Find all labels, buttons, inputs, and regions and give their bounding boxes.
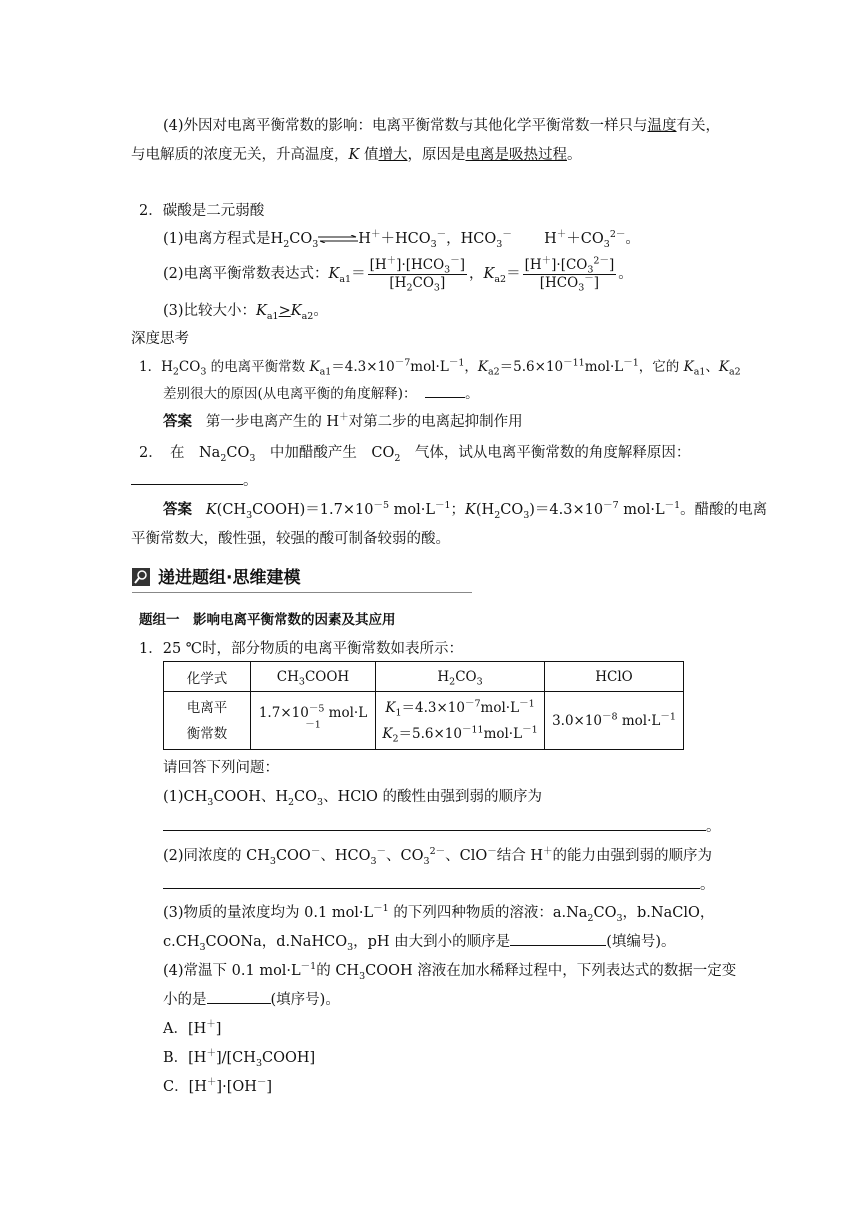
sub-q3-text: (3)物质的量浓度均为 0.1 mol·L [163,905,374,921]
magnifier-icon [132,568,150,586]
p4-text3: 与电解质的浓度无关，升高温度， [131,147,349,163]
answer-1: 答案 第一步电离产生的 H＋对第二步的电离起抑制作用 [163,412,523,430]
row-label-1: 电离平 [186,699,228,716]
please-answer: 请回答下列问题： [163,760,279,776]
table-header-h2co3: $H_2CO_3$ [376,662,545,692]
constants-table [163,661,684,750]
answer-2-text: 。醋酸的电离 [680,502,768,518]
table-cell-h2co3: $K_1=4.3\times 10^{-7}mol\cdot L^{-1}$ $K_2=5.6\times 10^{-11}mol\cdot L^{-1}$ [376,692,545,750]
question-1-line2: 差别很大的原因(从电离平衡的角度解释)： 。 [163,386,479,402]
sub-question-3: (3)物质的量浓度均为 0.1 $mol\cdot L^{-1}$ 的下列四种物质的溶液：$a.Na_2CO_3$，b.NaClO， [163,903,715,924]
sub-q4-text: (4)常温下 0.1 mol·L [163,963,301,979]
compare-label: (3)比较大小： [163,303,257,319]
p4-text6: 。 [566,147,582,163]
banner-title: 递进题组·思维建模 [158,568,301,588]
section-2-title: 2．碳酸是二元弱酸 [139,203,265,219]
option-b-text: B．[H [163,1050,207,1066]
section-banner [132,566,472,593]
answer-1-text: 第一步电离产生的 H [205,414,340,430]
sub-q3-text2: 的下列四种物质的溶液：a.Na [393,905,588,921]
answer-2: 答案 $K(CH_3COOH)=1.7\times 10^{-5}$ $mol\cdot L^{-1}$；$K(H_2CO_3)=4.3\times 10^{-7}$ $mol\cdot L^{-1}$。醋酸的电离 [163,500,768,521]
sub-q3-text5: (填编号)。 [606,934,676,950]
q1-prefix: 1．H [139,359,173,375]
table-cell-hclo: $3.0\times 10^{-8}$ $mol\cdot L^{-1}$ [545,692,684,750]
sub-q4-text4: 小的是 [163,992,207,1008]
option-a: A．[H＋] [163,1019,222,1037]
question-2: 2． 在 $Na_2CO_3$ 中加醋酸产生 $CO_2$ 气体，试从电离平衡常数的角度解释原因： [139,445,691,464]
sub-question-3-line2: $c.CH_3COONa$，d.NaHCO$_3$，pH 由大到小的顺序是 (填编号)。 [163,934,676,953]
sub-question-4: (4)常温下 0.1 $mol\cdot L^{-1}$的 $CH_3COOH$ 溶液在加水稀释过程中，下列表达式的数据一定变 [163,961,737,982]
q2-prefix: 2． 在 Na [139,445,221,461]
option-c: C．[H＋]·[OH－] [163,1077,273,1095]
table-header-ch3cooh: $CH_3COOH$ [251,662,376,692]
answer-reason: 电离是吸热过程 [465,147,567,163]
row-label-2: 衡常数 [186,725,228,742]
p4-text4: 值 [359,147,379,163]
expr-label: (2)电离平衡常数表达式： [163,266,329,282]
group-1-title: 题组一 影响电离平衡常数的因素及其应用 [139,612,396,628]
equilibrium-arrow-icon [318,235,358,243]
k-symbol: K [348,147,360,163]
sub-question-2-blank: 。 [163,875,715,895]
option-c-text: C．[H [163,1079,207,1095]
answer-temperature: 温度 [647,118,677,134]
answer-label: 答案 [163,501,192,518]
p4-text2: 有关， [676,118,721,134]
q1-text2: 差别很大的原因(从电离平衡的角度解释)： [163,386,417,402]
sub-question-2: (2)同浓度的 $CH_3COO^-$、$HCO_3^-$、$CO_3^{2-}$、ClO－结合 H＋的能力由强到弱的顺序为 [163,846,713,867]
answer-2-line2: 平衡常数大，酸性强，较强的酸可制备较弱的酸。 [131,531,450,547]
answer-label: 答案 [163,413,192,430]
p4-text5: ，原因是 [407,147,466,163]
group-1-intro: 1．25 ℃时，部分物质的电离平衡常数如表所示： [139,641,464,657]
deep-thinking-title: 深度思考 [131,331,189,347]
answer-increase: 增大 [378,147,408,163]
ionization-equation: (1)电离方程式是$H_2CO_3$ $H^++HCO_3^-$，$HCO_3^-$ $H^++CO_3^{2-}$。 [163,229,640,250]
table-header-hclo: HClO [545,662,684,692]
option-a-text: A．[H [163,1021,207,1037]
answer-1-text2: 对第二步的电离起抑制作用 [348,414,523,430]
sub-question-4-line2 [163,990,340,1010]
sub-q4-text2: 的 CH [316,963,360,979]
sub-q2-text: 的能力由强到弱的顺序为 [552,848,713,864]
table-row-label [164,692,251,750]
sub-q4-text3: COOH 溶液在加水稀释过程中，下列表达式的数据一定变 [365,963,737,979]
sub-q3-text4: ，pH 由大到小的顺序是 [353,934,511,950]
p4-text: (4)外因对电离平衡常数的影响：电离平衡常数与其他化学平衡常数一样只与 [163,118,648,134]
table-cell-ch3cooh: $1.7\times 10^{-5}$ $mol\cdot L^{-1}$ [251,692,376,750]
sub-question-1: $(1)CH_3COOH$、$H_2CO_3$、HClO 的酸性由强到弱的顺序为 [163,789,542,808]
sub-question-1-blank: 。 [163,817,721,837]
compare-ka: (3)比较大小：$K_{a1}>K_{a2}$。 [163,303,328,322]
sub-q4-text5: (填序号)。 [270,992,340,1008]
eq-label: (1)电离方程式是 [163,231,271,247]
paragraph-4-line2 [131,145,581,165]
paragraph-4-line1 [163,116,720,136]
question-1: 1．$H_2CO_3$ 的电离平衡常数 $K_{a1}=4.3\times 10^{-7}mol\cdot L^{-1}$，$K_{a2}=5.6\times 10^{-11}mol\cdot L^{-1}$，它的 $K_{a1}$、$K_{a2}$ [139,357,741,378]
table-header-formula: 化学式 [164,662,251,692]
constant-expression: (2)电离平衡常数表达式：$K_{a1}=$ $\frac{[H^+]\cdot[HCO_3^-]}{[H_2CO_3]}$ ，$K_{a2}=$ $\frac{[H^+]\cdot[CO_3^{2-}]}{[HCO_3^-]}$ 。 [163,255,633,294]
sub-q1-text: 的酸性由强到弱的顺序为 [382,789,542,805]
q1-text: 的电离平衡常数 [210,359,306,375]
sub-q3-text3: c.CH [163,934,200,950]
question-2-line2: 。 [131,471,258,491]
option-b: B．$[H^+]/[CH_3COOH]$ [163,1048,316,1069]
